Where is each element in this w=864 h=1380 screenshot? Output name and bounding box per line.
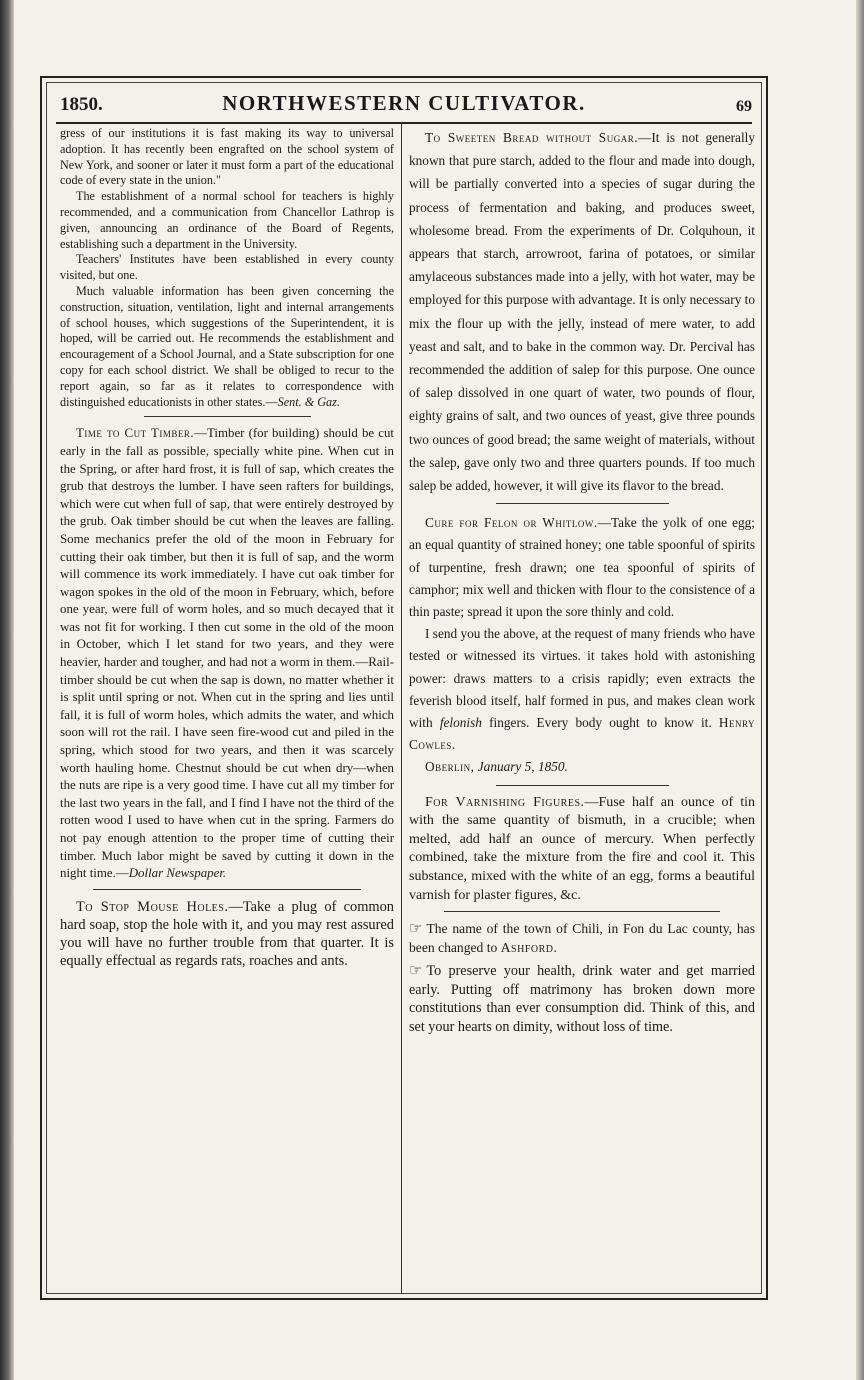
newspaper-page	[40, 76, 768, 1300]
timber-source: Dollar Newspaper.	[128, 866, 227, 881]
pointing-hand-icon: ☞	[409, 963, 423, 980]
mouse-p1	[60, 898, 394, 971]
timber-article	[60, 425, 394, 882]
header-page-number: 69	[736, 98, 752, 115]
column-divider	[401, 122, 402, 1294]
scan-edge-left	[0, 0, 14, 1380]
chili-p1	[409, 920, 755, 956]
bread-p1	[409, 126, 755, 497]
separator-rule	[93, 889, 360, 890]
felon-p2-start: I send you the above, at the request of many friends who have tested or witnessed its virtues. it takes hold with astonishing power: draws matters to a crisis rapidly; even extracts the feverish blood itself, half formed in pus, and makes clean work with	[409, 626, 755, 731]
felon-place: Oberlin,	[425, 759, 475, 775]
scan-edge-right	[856, 0, 864, 1380]
varnish-article	[409, 794, 755, 906]
school-report-p4-text: Much valuable information has been given concerning the construction, situation, ventilation, light and internal arrangements of school houses, which suggestions of the Superintendent, it is hoped, will be carried out. He recommends the establishment and encouragement of a School Journal, and a State subscription for one copy for each school district. We shall be obliged to recur to the report again, so far as it relates to correspondence with distinguished educationists in other states.—	[60, 283, 394, 409]
felon-p2	[409, 623, 755, 756]
felon-p2-italic: felonish	[439, 715, 482, 731]
felon-p1	[409, 512, 755, 623]
felon-dateline	[409, 756, 755, 778]
header-year: 1850.	[60, 94, 103, 115]
left-column	[60, 126, 394, 1294]
school-report-p4	[60, 284, 394, 410]
page-header	[56, 86, 752, 120]
health-text: To preserve your health, drink water and get married early. Putting off matrimony has broken down more constitutions than ever consumption did. Think of this, and set your hearts on dimity, without loss of time.	[409, 963, 755, 1035]
mouse-heading: To Stop Mouse Holes.	[76, 898, 229, 915]
felon-p2-end: fingers. Every body ought to know it.	[481, 715, 712, 731]
varnish-heading: For Varnishing Figures.	[425, 794, 585, 810]
school-report-p1: gress of our institutions it is fast making its way to universal adoption. It has recently been engrafted on the school system of New York, and sooner or later it must form a part of the educational code of every state in the union."	[60, 126, 394, 188]
felon-heading: Cure for Felon or Whitlow.	[425, 515, 598, 531]
timber-p1	[60, 425, 394, 882]
separator-rule	[444, 911, 721, 912]
health-p1	[409, 962, 755, 1036]
varnish-p1	[409, 794, 755, 906]
timber-heading: Time to Cut Timber.	[76, 426, 195, 441]
mouse-text: —Take a plug of common hard soap, stop the hole with it, and you may rest assured you will have no further trouble from that quarter. It is equally effectual as regards rats, roaches and ants.	[60, 898, 394, 970]
timber-text: —Timber (for building) should be cut early in the fall as possible, specially white pine. When cut in the Spring, or after hard frost, it is full of sap, which creates the grub that destroys the lumber. I have seen rafters for buildings, which were cut when full of sap, that were entirely destroyed by the grub. Oak timber should be cut when the leaves are falling. Some mechanics prefer the old of the moon in February for cutting their oak timber, but then it is full of sap, and the worm will commence its work immediately. I have cut oak timber for wagon spokes in the old of the moon in February, which, before one year, were full of worm holes, and so much decayed that it was not fit for working. I then cut some in the old of the moon in October, which I let stand for two years, and they were heavier, harder and tougher, and had not a worm in them.—Rail-timber should be cut when the sap is down, no matter whether it is split until spring or not. When cut in the spring and lies until fall, it is full of worm holes, which admits the water, and which soon will rot the rail. I have seen fire-wood cut and piled in the spring, which stood for two years, and then it was scarcely worth hauling home. Chestnut should be cut when dry—when the nuts are ripe is a very good time. I have cut all my timber for the last two years in the fall, and I find I have not the third of the rotten wood I used to have when cut in the spring. Farmers do not pay enough attention to the proper time of cutting their timber. Much labor might be saved by cutting it down in the night time.—	[60, 426, 394, 881]
varnish-text: —Fuse half an ounce of tin with the same quantity of bismuth, in a crucible; when melted, add half an ounce of mercury. When perfectly combined, take the mixture from the fire and cool it. This substance, mixed with the white of an egg, forms a beautiful varnish for plaster figures, &c.	[409, 794, 755, 903]
health-notice	[409, 962, 755, 1036]
bread-heading: To Sweeten Bread without Sugar.	[425, 130, 639, 145]
school-report-article	[60, 126, 394, 410]
school-report-source: Sent. & Gaz.	[277, 394, 340, 409]
chili-notice	[409, 920, 755, 956]
school-report-p2: The establishment of a normal school for teachers is highly recommended, and a communication from Chancellor Lathrop is given, announcing an ordinance of the Board of Regents, establishing such a department in the University.	[60, 189, 394, 251]
separator-rule	[496, 503, 669, 504]
header-title: NORTHWESTERN CULTIVATOR.	[222, 91, 586, 115]
right-column	[409, 126, 755, 1294]
bread-article	[409, 126, 755, 497]
bread-text: —It is not generally known that pure starch, added to the flour and made into dough, will be partially converted into a species of sugar during the process of fermentation and baking, and produces sweet, wholesome bread. From the experiments of Dr. Colquhoun, it appears that starch, arrowroot, farina of potatoes, or similar amylaceous substances made into a jelly, with hot water, may be employed for this purpose with advantage. It is only necessary to mix the flour up with the jelly, instead of mere water, to add yeast and salt, and to bake in the common way. Dr. Percival has recommended the addition of salep for this purpose. One ounce of salep dissolved in one quart of water, two pounds of flour, eighty grains of salt, and two ounces of yeast, give three pounds two ounces of good bread; the same weight of materials, without the salep, gave only two and three quarters pounds. If too much salep be added, however, it will give its flavor to the bread.	[409, 130, 755, 494]
school-report-p3: Teachers' Institutes have been established in every county visited, but one.	[60, 252, 394, 283]
chili-new-name: Ashford.	[500, 939, 558, 955]
header-rule	[56, 122, 752, 124]
separator-rule	[144, 416, 311, 417]
mouse-article	[60, 898, 394, 971]
felon-date: January 5, 1850.	[477, 759, 568, 775]
felon-article	[409, 512, 755, 778]
chili-text: The name of the town of Chili, in Fon du Lac county, has been changed to	[409, 921, 755, 955]
felon-signature: Henry Cowles.	[409, 715, 755, 753]
separator-rule	[496, 785, 669, 786]
felon-text: —Take the yolk of one egg; an equal quantity of strained honey; one table spoonful of spirits of turpentine, fresh drawn; one tea spoonful of spirits of camphor; mix well and thicken with flour to the consistence of a thin paste; spread it upon the sore thinly and cold.	[409, 515, 755, 620]
pointing-hand-icon: ☞	[409, 921, 423, 938]
